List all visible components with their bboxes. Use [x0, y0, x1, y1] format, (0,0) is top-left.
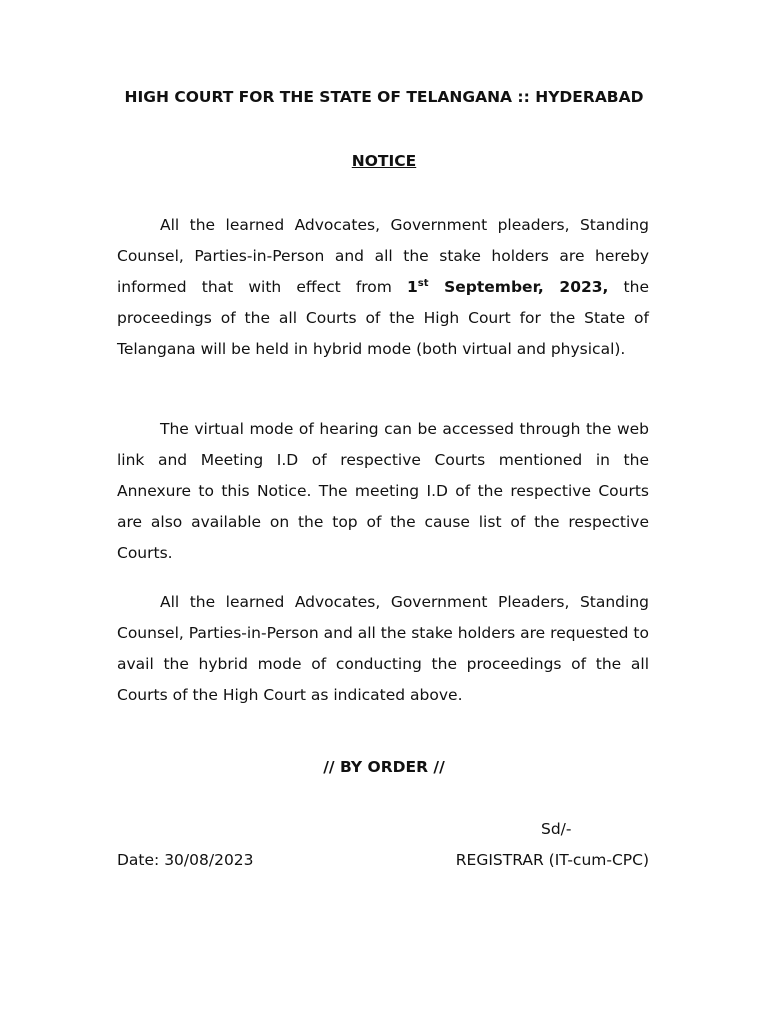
registrar-designation: REGISTRAR (IT-cum-CPC)	[455, 851, 649, 869]
by-order: // BY ORDER //	[323, 758, 445, 776]
effective-month-year: September, 2023,	[428, 278, 609, 296]
paragraph-1-conclusion: the proceedings of the all Courts of the High Court for the State of Telangana will be held in hybrid mode (both virtual and physical).	[117, 278, 649, 358]
effective-day: 1	[407, 278, 418, 296]
paragraph-1-intro: All the learned Advocates, Government pleaders, Standing Counsel, Parties-in-Person and all the stake holders are hereby informed that with effect from	[117, 216, 649, 296]
signature-mark: Sd/-	[541, 820, 572, 838]
court-title: HIGH COURT FOR THE STATE OF TELANGANA :: HYDERABAD	[124, 88, 644, 106]
paragraph-virtual-access: The virtual mode of hearing can be accessed through the web link and Meeting I.D of respective Courts mentioned in the Annexure to this Notice. The meeting I.D of the respective Courts are also available on the top of the cause list of the respective Courts.	[117, 420, 649, 562]
notice-title: NOTICE	[351, 152, 417, 170]
paragraph-effective-date	[117, 210, 649, 365]
effective-date	[407, 278, 608, 296]
notice-date: Date: 30/08/2023	[117, 851, 254, 869]
paragraph-request: All the learned Advocates, Government Pleaders, Standing Counsel, Parties-in-Person and all the stake holders are requested to avail the hybrid mode of conducting the proceedings of the all Courts of the High Court as indicated above.	[117, 593, 649, 704]
effective-day-suffix: st	[417, 278, 429, 289]
